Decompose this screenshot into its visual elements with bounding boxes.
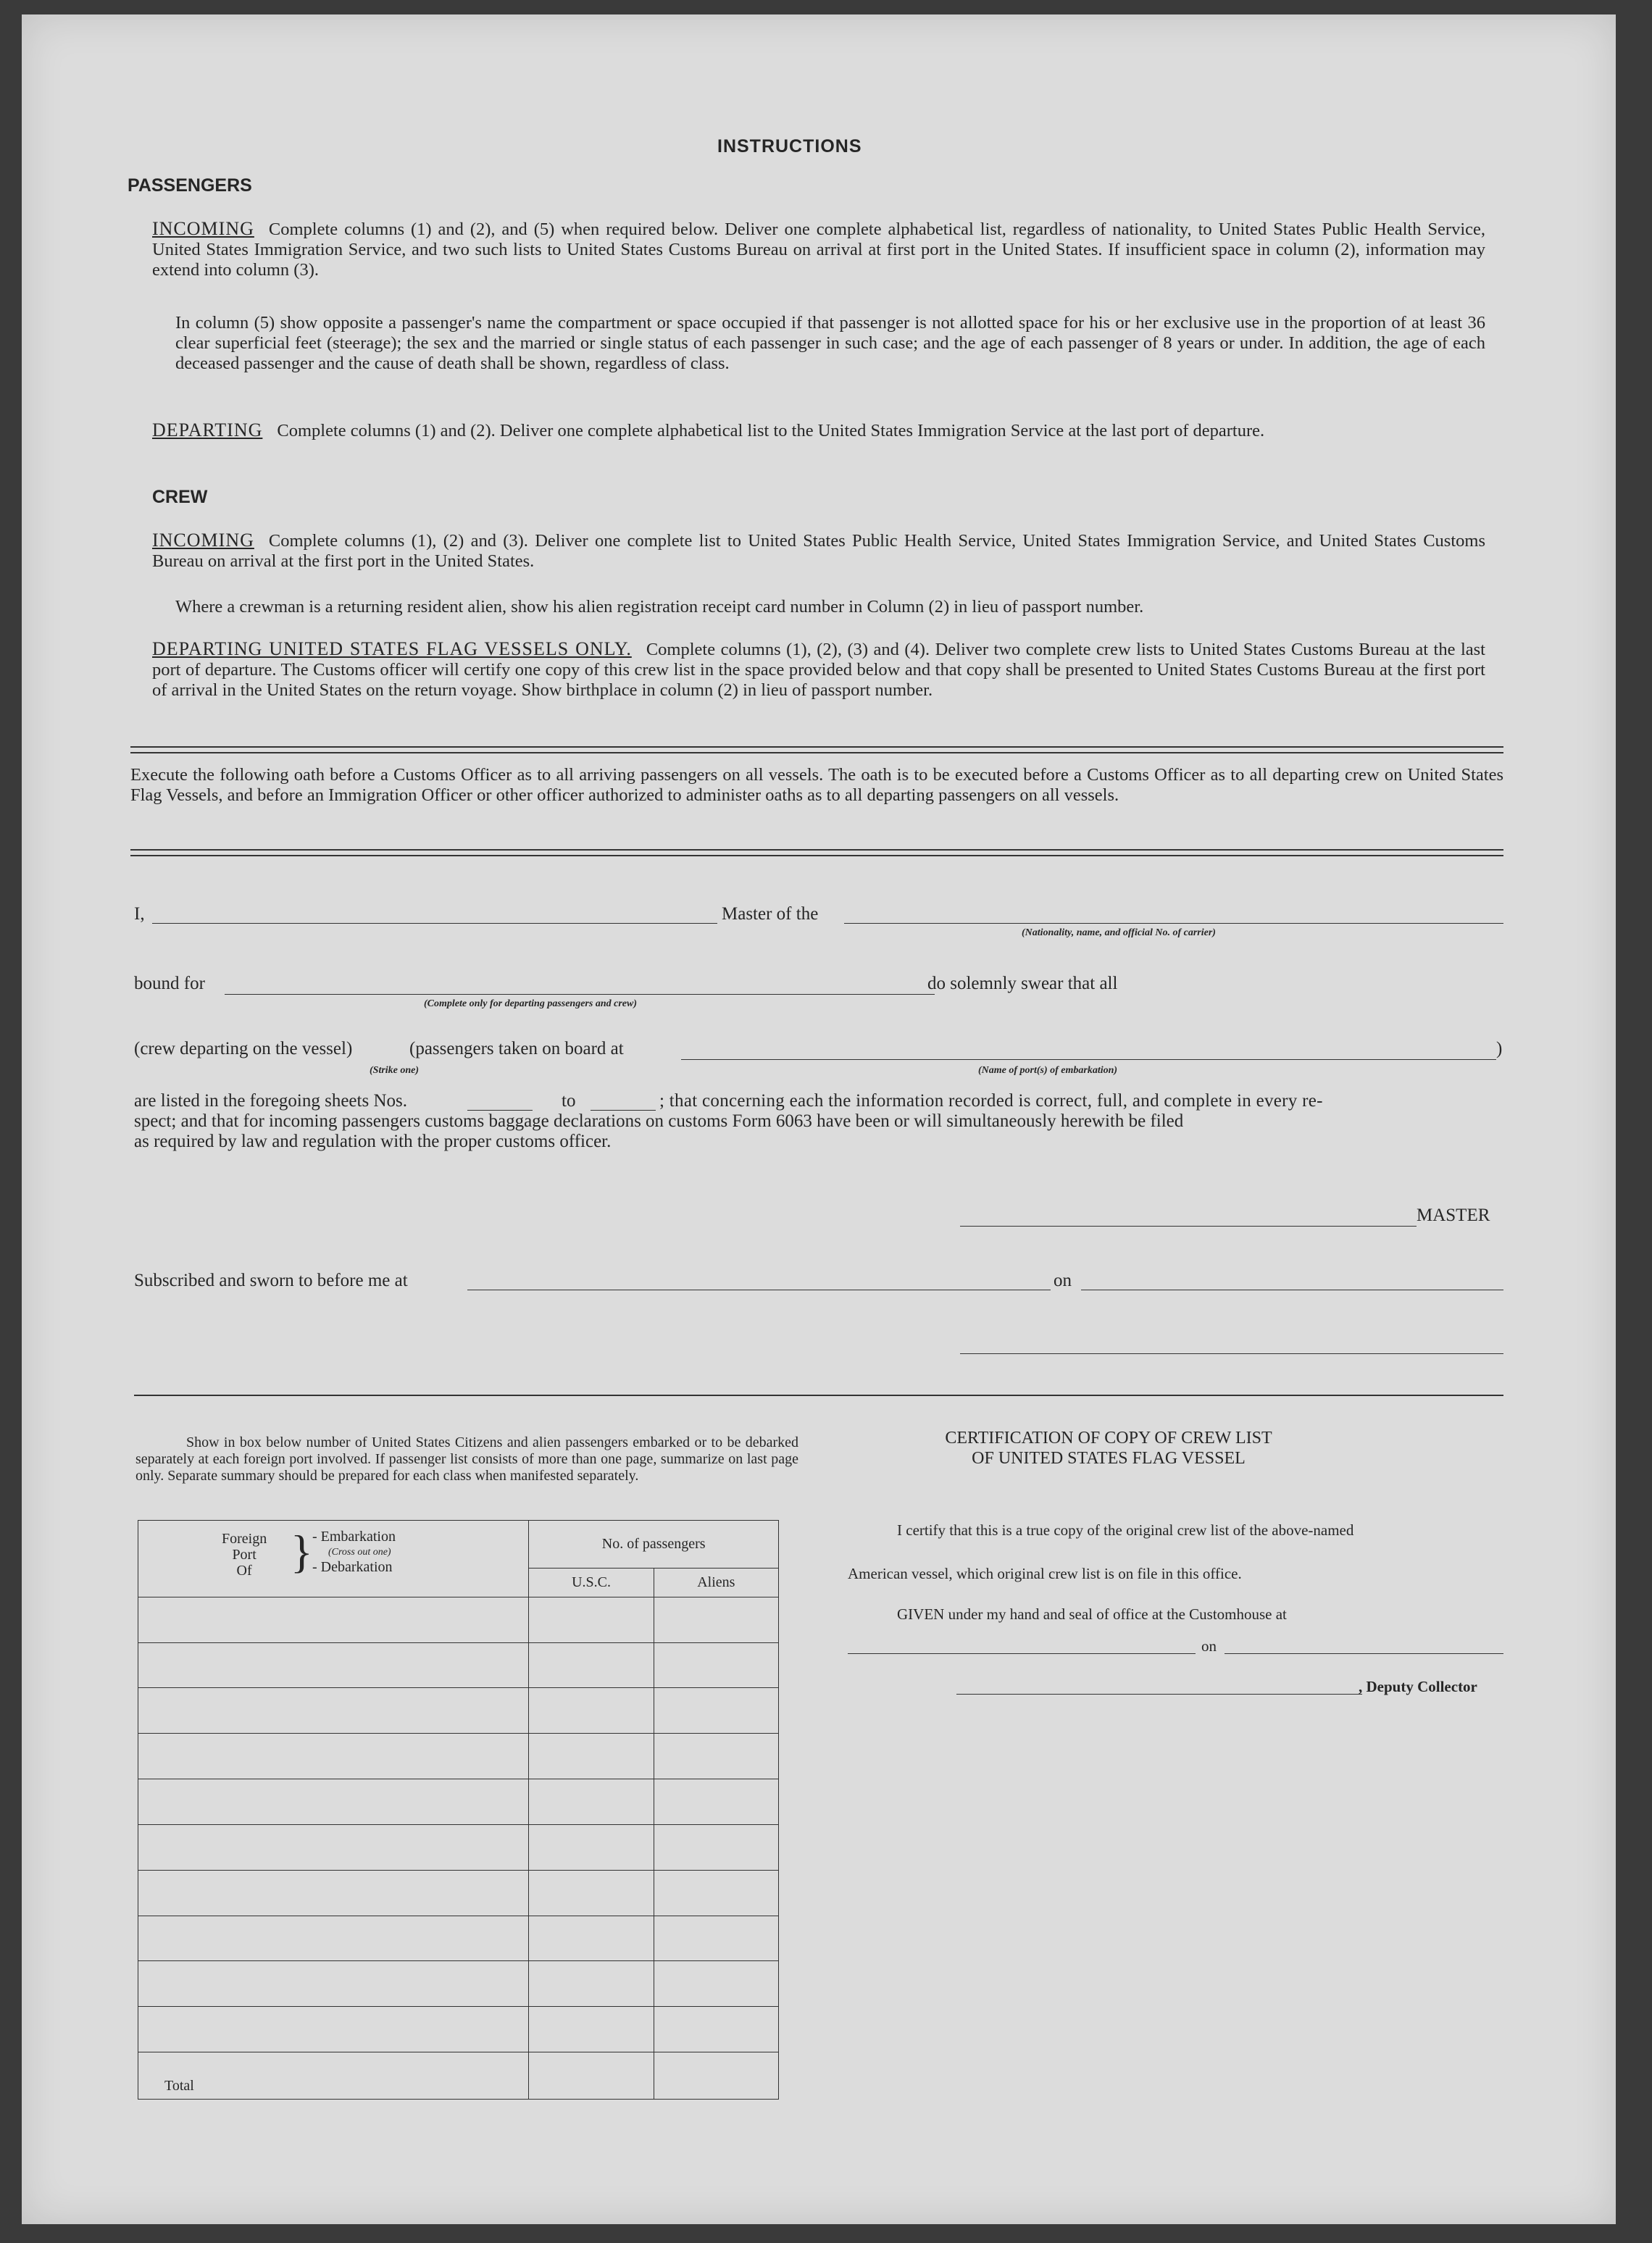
port-cell[interactable] [138,1961,529,2007]
aliens-cell[interactable] [654,1824,778,1870]
bound-for-field[interactable] [225,994,935,995]
master-signature-field[interactable] [960,1226,1417,1227]
total-usc-cell[interactable] [529,2052,654,2100]
given-text: GIVEN under my hand and seal of office at the Customhouse at [897,1605,1287,1623]
master-of-label: Master of the [722,904,819,924]
passengers-taken-option[interactable]: (passengers taken on board at [409,1039,624,1058]
certify-line-1: I certify that this is a true copy of the original crew list of the above-named [897,1521,1354,1539]
officer-signature-field[interactable] [960,1353,1503,1354]
customhouse-field[interactable] [848,1653,1196,1654]
port-cell[interactable] [138,1824,529,1870]
crew-incoming-text: Complete columns (1), (2) and (3). Deliver one complete list to United States Public Health Service, United States Immigration Service, and United States Customs Bureau on arrival at the first port in the United States. [152,531,1485,571]
usc-cell[interactable] [529,1734,654,1779]
usc-cell[interactable] [529,1597,654,1642]
form-sheet [22,14,1616,2224]
listed-prefix: are listed in the foregoing sheets Nos. [134,1091,407,1111]
aliens-cell[interactable] [654,1642,778,1688]
subscribed-on-label: on [1054,1271,1072,1290]
port-cell[interactable] [138,1642,529,1688]
aliens-header: Aliens [654,1568,778,1597]
port-cell[interactable] [138,1870,529,1916]
listed-line3: as required by law and regulation with the proper customs officer. [134,1132,612,1151]
total-label: Total [138,2052,529,2100]
cross-out-hint: (Cross out one) [328,1547,391,1558]
crew-incoming-paragraph [152,530,1485,572]
certification-title-1: CERTIFICATION OF COPY OF CREW LIST [945,1429,1272,1448]
to-label: to [562,1091,576,1111]
bound-for-label: bound for [134,974,205,993]
summary-instruction: Show in box below number of United States Citizens and alien passengers embarked or to be debarked separately at each foreign port involved. If passenger list consists of more than one page, summarize on last page only. Separate summary should be prepared for each class when manifested separately. [135,1434,798,1484]
complete-only-hint: (Complete only for departing passengers and crew) [424,998,637,1009]
subscribed-label: Subscribed and sworn to before me at [134,1271,408,1290]
crew-departing-label: DEPARTING UNITED STATES FLAG VESSELS ONLY. [152,638,632,659]
usc-cell[interactable] [529,1688,654,1734]
passengers-departing-label: DEPARTING [152,419,263,440]
certification-on-label: on [1201,1637,1217,1655]
oath-i-label: I, [134,904,145,924]
passengers-incoming-text: Complete columns (1) and (2), and (5) when required below. Deliver one complete alphabetical list, regardless of nationality, to United States Public Health Service, United States Immigration Service, and two such lists to United States Customs Bureau on arrival at first port in the United States. If insufficient space in column (2), information may extend into column (3). [152,220,1485,280]
of-label: Of [236,1563,252,1579]
crew-heading: CREW [152,487,208,507]
port-cell[interactable] [138,1916,529,1961]
listed-line2: spect; and that for incoming passengers customs baggage declarations on customs Form 6063 have been or will simultaneously herewith be filed [134,1111,1184,1131]
certification-date-field[interactable] [1225,1653,1503,1654]
listed-rest: ; that concerning each the information recorded is correct, full, and complete in every re- [659,1091,1323,1111]
passengers-heading: PASSENGERS [128,175,252,196]
passengers-departing-paragraph [152,420,1485,441]
usc-cell[interactable] [529,1824,654,1870]
port-cell[interactable] [138,2007,529,2052]
aliens-cell[interactable] [654,1916,778,1961]
usc-cell[interactable] [529,1961,654,2007]
close-paren: ) [1496,1039,1503,1058]
resident-alien-paragraph: Where a crewman is a returning resident alien, show his alien registration receipt card number in Column (2) in lieu of passport number. [175,597,1144,617]
port-cell[interactable] [138,1734,529,1779]
embarkation-option[interactable]: - Embarkation [312,1529,396,1545]
port-cell[interactable] [138,1597,529,1642]
deputy-signature-field[interactable] [956,1694,1362,1695]
debarkation-option[interactable]: - Debarkation [312,1559,393,1575]
divider-double-2 [130,849,1503,856]
aliens-cell[interactable] [654,1688,778,1734]
port-label: Port [232,1547,256,1563]
usc-cell[interactable] [529,1870,654,1916]
usc-header: U.S.C. [529,1568,654,1597]
usc-cell[interactable] [529,2007,654,2052]
usc-cell[interactable] [529,1642,654,1688]
aliens-cell[interactable] [654,1597,778,1642]
embarkation-ports-field[interactable] [681,1059,1496,1060]
passengers-incoming-paragraph [152,219,1485,280]
carrier-hint: (Nationality, name, and official No. of carrier) [1022,927,1216,938]
divider-double-1 [130,746,1503,753]
port-cell[interactable] [138,1779,529,1825]
total-aliens-cell[interactable] [654,2052,778,2100]
crew-departing-text: Complete columns (1), (2), (3) and (4). Deliver two complete crew lists to United States Customs Bureau at the last port of departure. The Customs officer will certify one copy of this crew list in the space provided below and that copy shall be presented to United States Customs Bureau at the first port of arrival in the United States on the return voyage. Show birthplace in column (2) in lieu of passport number. [152,640,1485,700]
aliens-cell[interactable] [654,1779,778,1825]
passengers-departing-text: Complete columns (1) and (2). Deliver one complete alphabetical list to the United States Immigration Service at the last port of departure. [277,421,1265,440]
column5-paragraph: In column (5) show opposite a passenger's name the compartment or space occupied if that passenger is not allotted space for his or her exclusive use in the proportion of at least 36 clear superficial feet (steerage); the sex and the married or single status of each passenger in such case; and the age of each passenger of 8 years or under. In addition, the age of each deceased passenger and the cause of death shall be shown, regardless of class. [175,313,1485,373]
crew-departing-option[interactable]: (crew departing on the vessel) [134,1039,353,1058]
oath-intro: Execute the following oath before a Customs Officer as to all arriving passengers on all vessels. The oath is to be executed before a Customs Officer as to all departing crew on United States Flag Vessels, and before an Immigration Officer or other officer authorized to administer oaths as to all departing passengers on all vessels. [130,765,1503,805]
crew-departing-paragraph [152,639,1485,701]
usc-cell[interactable] [529,1779,654,1825]
brace-icon: } [291,1526,313,1577]
certify-line-2: American vessel, which original crew list is on file in this office. [848,1565,1242,1582]
ports-hint: (Name of port(s) of embarkation) [978,1065,1118,1076]
aliens-cell[interactable] [654,2007,778,2052]
summary-table [138,1520,779,2100]
carrier-field[interactable] [844,923,1503,924]
instructions-title: INSTRUCTIONS [717,136,862,156]
crew-incoming-label: INCOMING [152,530,254,551]
sheet-from-field[interactable] [467,1110,533,1111]
deputy-collector-label: , Deputy Collector [1359,1678,1477,1695]
certification-title-2: OF UNITED STATES FLAG VESSEL [972,1449,1246,1468]
foreign-port-header [138,1521,529,1597]
sheet-to-field[interactable] [591,1110,656,1111]
swear-text: do solemnly swear that all [927,974,1118,993]
aliens-cell[interactable] [654,1734,778,1779]
divider-3 [134,1395,1503,1396]
usc-cell[interactable] [529,1916,654,1961]
no-of-passengers-header: No. of passengers [529,1521,779,1569]
master-label: MASTER [1417,1206,1490,1225]
passengers-incoming-label: INCOMING [152,218,254,239]
master-name-field[interactable] [152,923,717,924]
port-cell[interactable] [138,1688,529,1734]
foreign-label: Foreign [222,1531,267,1547]
aliens-cell[interactable] [654,1870,778,1916]
aliens-cell[interactable] [654,1961,778,2007]
strike-one-hint: (Strike one) [370,1065,420,1076]
